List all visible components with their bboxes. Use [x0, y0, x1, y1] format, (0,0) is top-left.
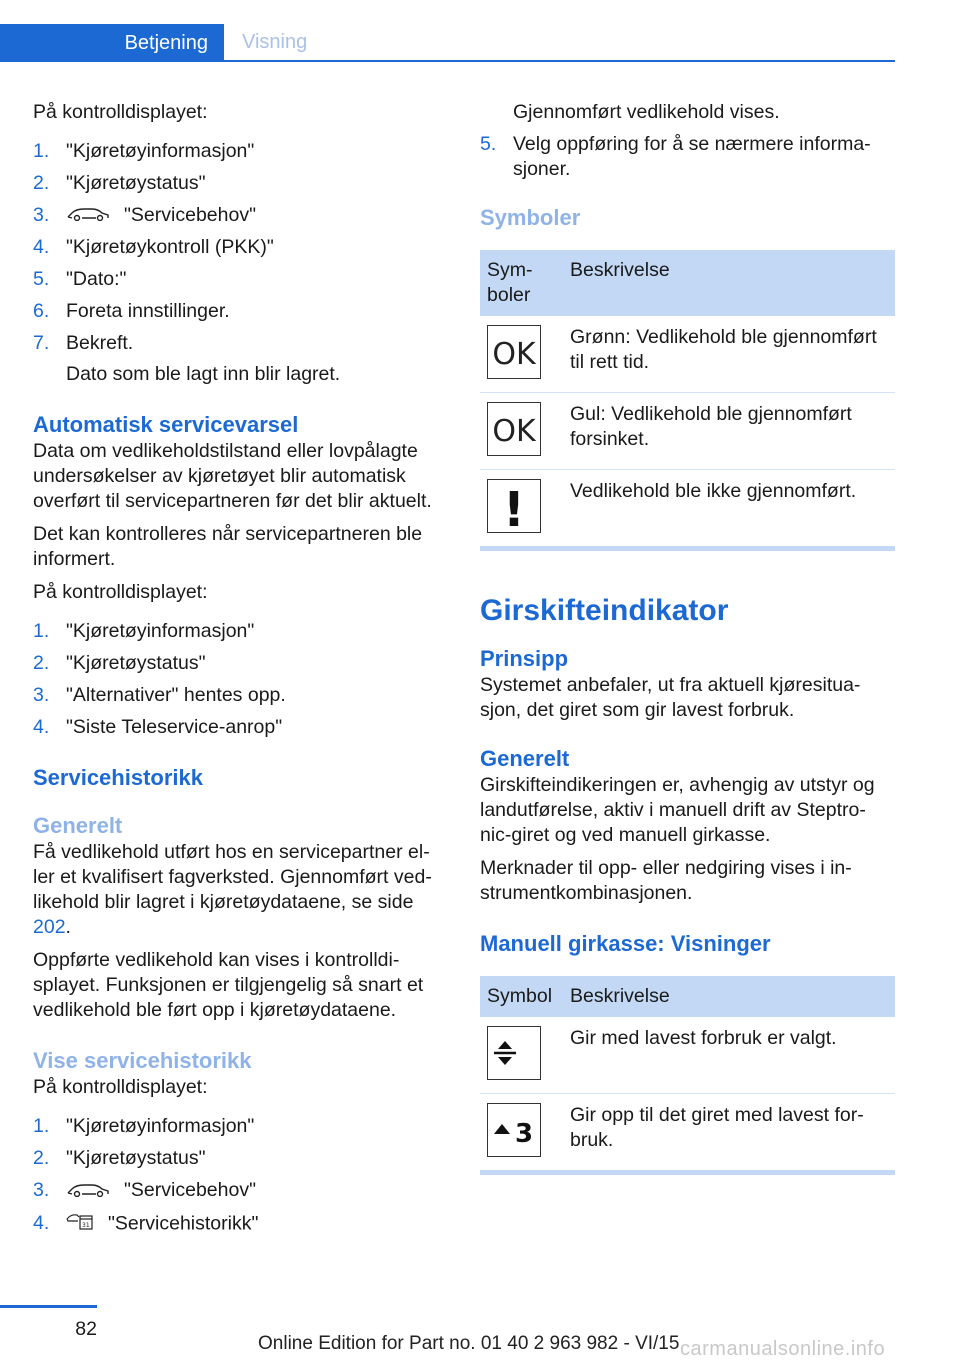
exclamation-icon	[487, 479, 541, 533]
step-text: "Siste Teleservice-anrop"	[66, 716, 283, 739]
symbol-cell	[480, 470, 563, 547]
step-number: 2.	[33, 1147, 50, 1170]
step-number: 3.	[33, 204, 50, 226]
table-row	[480, 316, 895, 393]
page-number: 82	[75, 1318, 97, 1340]
step-number: 5.	[480, 133, 497, 155]
general-text-end: .	[65, 916, 71, 939]
step-number: 2.	[33, 652, 50, 675]
list-item	[33, 267, 443, 292]
tab-betjening[interactable]	[0, 24, 224, 62]
step-text: "Kjøretøyinformasjon"	[66, 140, 255, 162]
ok-green-icon	[487, 325, 541, 379]
tab-visning-label: Visning	[242, 30, 308, 53]
auto-service-paragraph-1: Data om vedlikeholdstilstand eller lovpålagte undersøkelser av kjøretøyet blir automatisk overført til servicepartneren før det blir aktuelt.	[33, 440, 432, 513]
table-row	[480, 1094, 895, 1171]
step-continuation: Dato som ble lagt inn blir lagret.	[66, 363, 341, 386]
list-item	[33, 651, 443, 676]
description-cell: Gul: Vedlikehold ble gjennomført forsinket.	[563, 393, 895, 470]
step-number: 4.	[33, 716, 50, 739]
general-paragraph-4: Merknader til opp- eller nedgiring vises i in‐strumentkombinasjonen.	[480, 857, 852, 904]
service-history-icon	[66, 1211, 94, 1238]
general-heading: Generelt	[33, 813, 123, 839]
step-number: 1.	[33, 620, 50, 643]
intro-text: På kontrolldisplayet:	[33, 101, 208, 123]
auto-service-heading: Automatisk servicevarsel	[33, 412, 299, 438]
ok-symbol-text: OK	[492, 337, 536, 372]
ok-symbol-text: OK	[492, 414, 536, 449]
list-item	[33, 235, 443, 260]
symbols-table	[480, 250, 895, 546]
description-cell: Vedlikehold ble ikke gjennomført.	[570, 480, 857, 502]
general-heading-2: Generelt	[480, 746, 570, 771]
column-header-symbol: Symbol	[480, 976, 563, 1017]
description-cell: Grønn: Vedlikehold ble gjennomført til rett tid.	[563, 316, 895, 393]
optimal-gear-icon	[487, 1026, 541, 1080]
symbol-cell	[480, 393, 563, 470]
column-header-description: Beskrivelse	[563, 250, 895, 316]
general-paragraph-1	[33, 840, 443, 940]
tab-betjening-label: Betjening	[124, 31, 208, 54]
edition-note: Online Edition for Part no. 01 40 2 963 982 - VI/15	[258, 1333, 680, 1354]
tab-visning[interactable]	[224, 24, 307, 60]
list-item	[33, 1146, 443, 1171]
list-item	[33, 1178, 443, 1203]
general-paragraph-2: Oppførte vedlikehold kan vises i kontrolldi‐splayet. Funksjonen er tilgjengelig så snart et vedlikehold ble ført opp i kjøretøydataene.	[33, 949, 424, 1022]
step-text: "Alternativer" hentes opp.	[66, 684, 286, 707]
gear-shift-indicator-heading: Girskifteindikator	[480, 594, 729, 627]
description-cell: Gir opp til det giret med lavest for‐bruk.	[570, 1104, 864, 1151]
step-text: Foreta innstillinger.	[66, 300, 230, 323]
list-item	[33, 171, 443, 196]
car-icon	[66, 1179, 110, 1204]
step-number: 3.	[33, 1179, 50, 1202]
table-end-bar	[480, 546, 895, 551]
symbol-cell	[480, 1017, 563, 1094]
car-icon	[66, 203, 110, 228]
list-item	[33, 683, 443, 708]
auto-service-paragraph-3: På kontrolldisplayet:	[33, 581, 208, 604]
step-number: 6.	[33, 300, 50, 323]
step-text: Velg oppføring for å se nærmere informa‐sjoner.	[513, 133, 871, 180]
general-text: Få vedlikehold utført hos en servicepartner el‐ler et kvalifisert fagverksted. Gjennomført ved‐likehold blir lagret i kjøretøydataene, se side	[33, 841, 432, 914]
column-header-description: Beskrivelse	[563, 976, 895, 1017]
view-history-heading: Vise servicehistorikk	[33, 1048, 252, 1074]
step-number: 2.	[33, 172, 50, 194]
list-item	[33, 139, 443, 164]
table-row	[480, 1017, 895, 1094]
page-link-202[interactable]: 202	[33, 916, 66, 939]
symbol-cell	[480, 1094, 563, 1171]
auto-service-paragraph-2: Det kan kontrolleres når servicepartneren ble informert.	[33, 523, 423, 571]
list-item	[33, 1211, 443, 1238]
step-text: Bekreft.	[66, 332, 134, 355]
step-number: 1.	[33, 1115, 50, 1138]
steps-list-continued	[480, 132, 895, 182]
step-text: "Kjøretøystatus"	[66, 172, 206, 194]
step-text: "Kjøretøyinformasjon"	[66, 620, 255, 643]
step-text: "Servicehistorikk"	[108, 1212, 259, 1235]
table-end-bar	[480, 1170, 895, 1175]
gear-symbols-table	[480, 976, 895, 1170]
symbols-heading: Symboler	[480, 205, 581, 230]
list-item	[33, 203, 443, 228]
step-text: "Kjøretøykontroll (PKK)"	[66, 236, 274, 259]
table-header-row	[480, 976, 895, 1017]
table-row	[480, 393, 895, 470]
step-text: "Servicebehov"	[124, 1179, 256, 1202]
step-text: "Kjøretøystatus"	[66, 652, 206, 675]
list-item	[480, 132, 895, 182]
steps-list-3	[33, 1114, 443, 1237]
list-item	[33, 1114, 443, 1139]
exclamation-symbol-text: !	[503, 482, 525, 532]
chapter-tab-bar	[0, 24, 895, 62]
list-item	[33, 299, 443, 324]
shift-up-icon	[487, 1103, 541, 1157]
gear-number-text: 3	[514, 1119, 534, 1149]
step-number: 7.	[33, 332, 50, 355]
service-history-heading: Servicehistorikk	[33, 765, 203, 791]
watermark: carmanualsonline.info	[680, 1338, 886, 1360]
principle-paragraph: Systemet anbefaler, ut fra aktuell kjøresitua‐sjon, det giret som gir lavest forbruk.	[480, 674, 861, 721]
table-row	[480, 470, 895, 547]
step-text: "Servicebehov"	[124, 204, 256, 226]
step-text: "Dato:"	[66, 268, 127, 291]
steps-list-1	[33, 139, 443, 356]
general-paragraph-3: Girskifteindikeringen er, avhengig av utstyr og landutførelse, aktiv i manuell drift av Steptro‐nic-giret og ved manuell girkasse.	[480, 774, 875, 846]
list-item	[33, 331, 443, 356]
description-cell: Gir med lavest forbruk er valgt.	[563, 1017, 895, 1094]
ok-yellow-icon	[487, 402, 541, 456]
step-continuation: Gjennomført vedlikehold vises.	[513, 101, 780, 123]
step-number: 3.	[33, 684, 50, 707]
list-item	[33, 619, 443, 644]
list-item	[33, 715, 443, 740]
column-header-symbols: Sym‐boler	[480, 250, 563, 316]
left-column	[33, 100, 443, 1245]
right-column	[480, 100, 895, 1175]
principle-heading: Prinsipp	[480, 646, 569, 671]
step-number: 1.	[33, 140, 50, 162]
steps-list-2	[33, 619, 443, 740]
manual-gearbox-heading: Manuell girkasse: Visninger	[480, 931, 771, 956]
symbol-cell	[480, 316, 563, 393]
step-number: 4.	[33, 236, 50, 259]
step-text: "Kjøretøyinformasjon"	[66, 1115, 255, 1138]
step-text: "Kjøretøystatus"	[66, 1147, 206, 1170]
step-number: 4.	[33, 1211, 50, 1234]
step-number: 5.	[33, 268, 50, 291]
footer-rule	[0, 1305, 97, 1308]
table-header-row	[480, 250, 895, 316]
svg-text:31: 31	[82, 1221, 90, 1229]
view-history-intro: På kontrolldisplayet:	[33, 1076, 208, 1099]
